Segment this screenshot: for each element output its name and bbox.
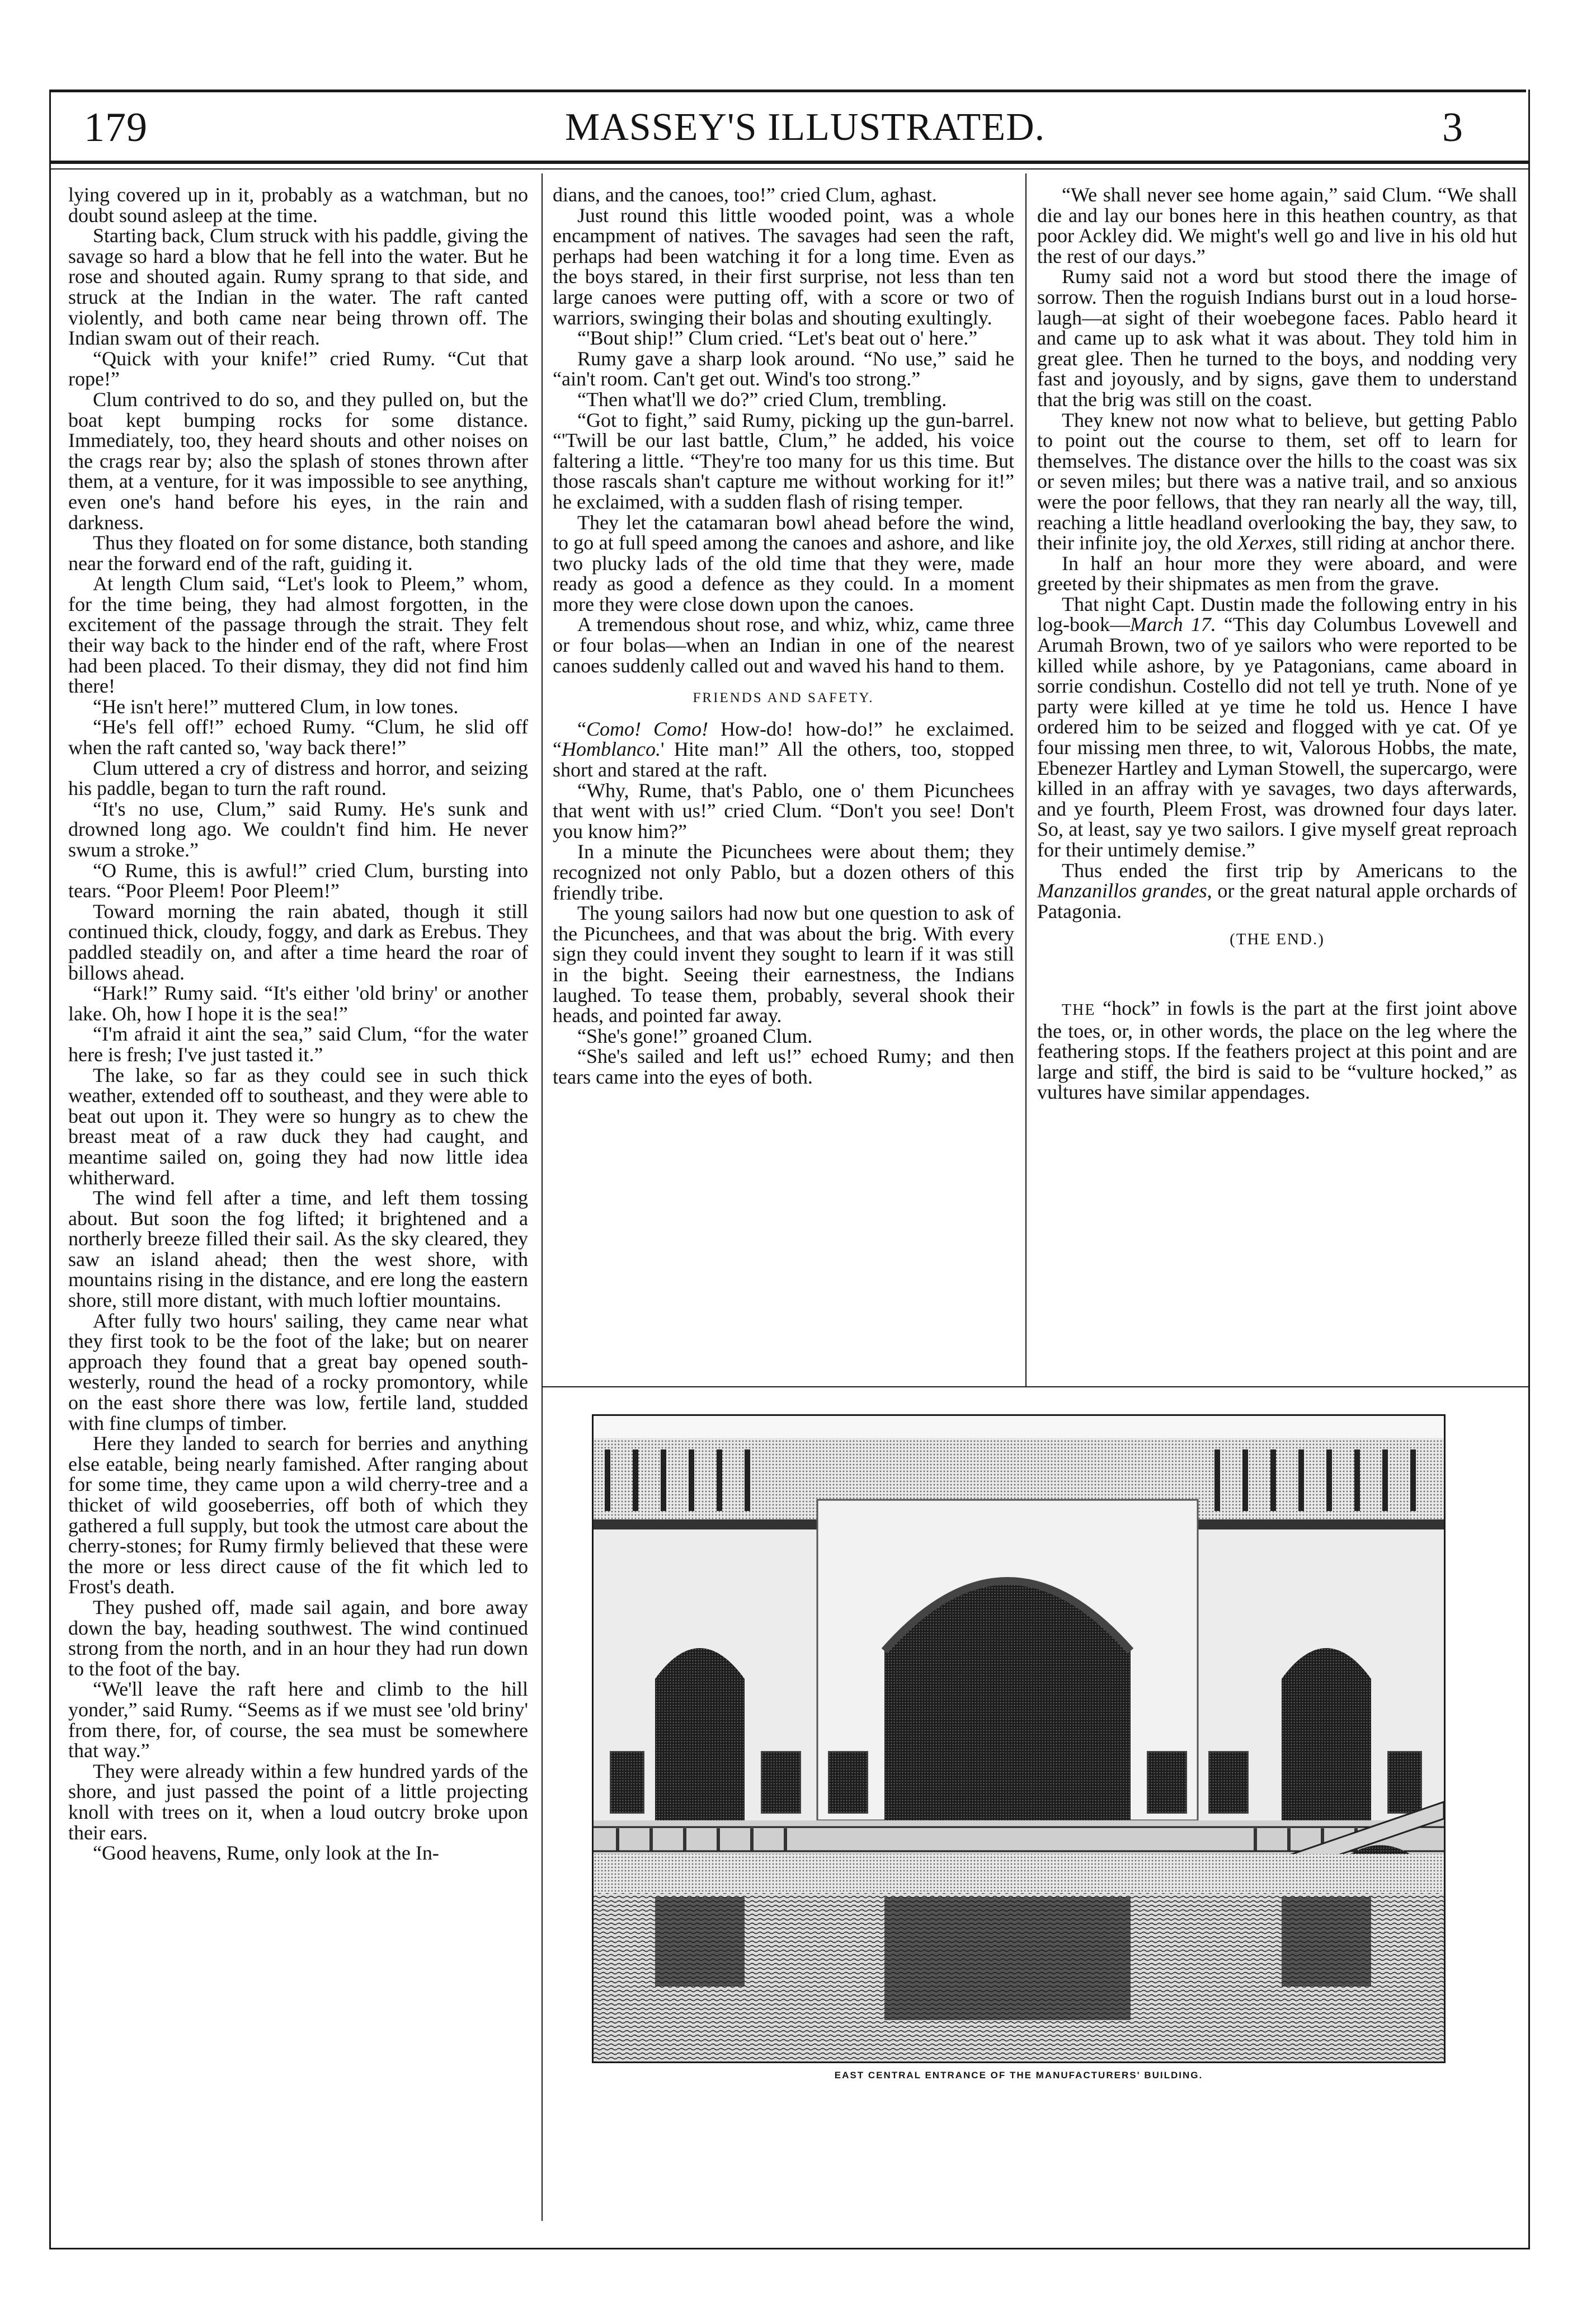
- paragraph: Here they landed to search for berries and anything else eatable, being nearly famished. After ranging about for some time, they came upon a wild cherry-tree and a thicket of wild gooseberries, off both of which they gathered a full supply, but took the utmost care about the cherry-stones; for Rumy firmly believed that these were the more or less direct cause of the fit which led to Frost's death.: [68, 1432, 528, 1598]
- paragraph: They pushed off, made sail again, and bore away down the bay, heading southwest. The wind continued strong from the north, and in an hour they had run down to the foot of the bay.: [68, 1595, 528, 1680]
- text-span: Thus ended the first trip by Americans to the: [1062, 859, 1517, 882]
- text-span: They knew not now what to believe, but getting Pablo to point out the course to them, set off to learn for themselves. The distance over the hills to the coast was six or seven miles; but there was a native trail, and so anxious were the poor fellows, that they ran nearly all the way, till, reaching a little headland overlooking the bay, they saw, to their infinite joy, the old: [1037, 408, 1517, 554]
- text-span: That night Capt. Dustin made the following entry in his log-book—: [1037, 592, 1517, 636]
- column-divider-2: [1025, 173, 1027, 1387]
- paragraph: Toward morning the rain abated, though it still continued thick, cloudy, foggy, and dark as Erebus. They paddled steadily on, and after a time heard the roar of billows ahead.: [68, 900, 528, 984]
- paragraph: “O Rume, this is awful!” cried Clum, bursting into tears. “Poor Pleem! Poor Pleem!”: [68, 859, 528, 902]
- paragraph: dians, and the canoes, too!” cried Clum, aghast.: [553, 183, 937, 206]
- paragraph: “We'll leave the raft here and climb to the hill yonder,” said Rumy. “Seems as if we must see 'old briny' from there, for, of course, the sea must be somewhere that way.”: [68, 1678, 528, 1762]
- page-number: 179: [84, 105, 148, 150]
- paragraph: Clum uttered a cry of distress and horror, and seizing his paddle, began to turn the raft round.: [68, 756, 528, 800]
- paragraph: “Then what'll we do?” cried Clum, trembling.: [577, 388, 947, 411]
- illustration-caption: EAST CENTRAL ENTRANCE OF THE MANUFACTURERS' BUILDING.: [834, 2070, 1203, 2081]
- italic-text: Xerxes: [1237, 531, 1292, 554]
- text-span: “This day Columbus Lovewell and Arumah Brown, two of ye sailors who were reported to be killed while ashore, by ye Patagonians, came aboard in sorrie condishun. Costello did not tell ye truth. None of ye party were killed at ye time he told us. Hence I have ordered him to be seized and flogged with ye cat. Of ye four missing men three, to wit, Valorous Hobbs, the mate, Ebenezer Hartley and Lyman Stowell, the supercargo, were killed in an affray with ye savages, two days afterwards, and ye fourth, Pleem Frost, was drowned four days later. So, at least, say ye two sailors. I give myself great reproach for their untimely demise.”: [1037, 613, 1517, 861]
- paragraph: The wind fell after a time, and left them tossing about. But soon the fog lifted; it brightened and a northerly breeze filled their sail. As the sky cleared, they saw an island ahead; then the west shore, with mountains rising in the distance, and ere long the eastern shore, still more distant, with much loftier mountains.: [68, 1187, 528, 1312]
- paragraph: “Got to fight,” said Rumy, picking up the gun-barrel. “'Twill be our last battle, Clum,” he added, his voice faltering a little. “They're too many for us this time. But those rascals shan't capture me without working for it!” he exclaimed, with a sudden flash of rising temper.: [553, 408, 1014, 513]
- column-3: [1037, 185, 1517, 1103]
- manufacturers-building-image: [594, 1416, 1444, 2061]
- italic-text: Como! Como!: [586, 717, 709, 740]
- top-rule: [49, 90, 1526, 92]
- paragraph: “She's gone!” groaned Clum.: [577, 1024, 813, 1047]
- right-border: [1528, 90, 1530, 2249]
- hock-note: [1037, 998, 1517, 1103]
- column-divider-1: [542, 173, 543, 2221]
- building-illustration: [592, 1414, 1446, 2063]
- column-2: [553, 185, 1014, 1088]
- paragraph: A tremendous shout rose, and whiz, whiz, came three or four bolas—when an Indian in one of the nearest canoes suddenly called out and waved his hand to them.: [553, 613, 1014, 677]
- end-marker: (THE END.): [1230, 930, 1325, 949]
- paragraph: In half an hour more they were aboard, and were greeted by their shipmates as men from the grave.: [1037, 552, 1517, 595]
- paragraph: Rumy gave a sharp look around. “No use,” said he “ain't room. Can't get out. Wind's too strong.”: [553, 347, 1014, 390]
- left-border: [49, 90, 51, 2249]
- paragraph: [1037, 860, 1517, 922]
- italic-text: March 17.: [1130, 613, 1216, 636]
- paragraph: At length Clum said, “Let's look to Pleem,” whom, for the time being, they had almost forgotten, in the excitement of the passage through the strait. They felt their way back to the hinder end of the raft, where Frost had been placed. To their dismay, they did not find him there!: [68, 572, 528, 698]
- italic-text: Manzanillos grandes: [1037, 879, 1207, 902]
- header-rule-thin: [50, 168, 1530, 170]
- paragraph: After fully two hours' sailing, they came near what they first took to be the foot of the lake; but on nearer approach they found that a great bay opened south-westerly, round the head of a rocky promontory, while on the east shore there was low, fertile land, studded with fine clumps of timber.: [68, 1309, 528, 1434]
- paragraph: In a minute the Picunchees were about them; they recognized not only Pablo, but a dozen others of this friendly tribe.: [553, 840, 1014, 904]
- paragraph: “'Bout ship!” Clum cried. “Let's beat out o' here.”: [577, 327, 978, 350]
- paragraph: Thus they floated on for some distance, both standing near the forward end of the raft, guiding it.: [68, 531, 528, 575]
- paragraph: “Como! Como! How-do! how-do!” he exclaimed. “Homblanco.' Hite man!” All the others, too, stopped short and stared at the raft.: [553, 717, 1015, 782]
- text-span: , still riding at anchor there.: [1292, 531, 1515, 554]
- paragraph: Just round this little wooded point, was a whole encampment of natives. The savages had seen the raft, perhaps had been watching it for a long time. Even as the boys stared, in their first surprise, not less than ten large canoes were putting off, with a score or two of warriors, swinging their bolas and shouting exultingly.: [553, 204, 1014, 329]
- paragraph: “Why, Rume, that's Pablo, one o' them Picunchees that went with us!” cried Clum. “Don't you see! Don't you know him?”: [553, 779, 1014, 842]
- paragraph: They let the catamaran bowl ahead before the wind, to go at full speed among the canoes and ashore, and like two plucky lads of the old time that they were, made ready as good a defence as they could. In a moment more they were close down upon the canoes.: [553, 511, 1014, 615]
- paragraph: lying covered up in it, probably as a watchman, but no doubt sound asleep at the time.: [68, 183, 528, 227]
- paragraph: [1037, 594, 1517, 860]
- paragraph: Rumy said not a word but stood there the image of sorrow. Then the roguish Indians burst out in a loud horse-laugh—at sight of their woebegone faces. Pablo heard it and came up to ask what it was about. They told him in great glee. Then he turned to the boys, and nodding very fast and joyously, and by signs, gave them to understand that the brig was still on the coast.: [1037, 265, 1517, 411]
- masthead-title: MASSEY'S ILLUSTRATED.: [565, 106, 1046, 149]
- small-caps-text: THE: [1062, 1001, 1096, 1019]
- paragraph: “Good heavens, Rume, only look at the In-: [93, 1842, 439, 1865]
- paragraph: “We shall never see home again,” said Clum. “We shall die and lay our bones here in this heathen country, as that poor Ackley did. We might's well go and live in his old hut the rest of our days.”: [1037, 183, 1517, 267]
- paragraph: “He isn't here!” muttered Clum, in low tones.: [93, 695, 459, 718]
- paragraph: Clum contrived to do so, and they pulled on, but the boat kept bumping rocks for some distance. Immediately, too, they heard shouts and other noises on the crags rear by; also the splash of stones thrown after them, at a venture, for it was impossible to see anything, even one's hand before his eyes, in the rain and darkness.: [68, 388, 528, 534]
- text-span: ' Hite man!” All the others, too, stopped short and stared at the raft.: [553, 738, 1014, 782]
- bottom-rule: [49, 2248, 1530, 2249]
- section-heading: FRIENDS AND SAFETY.: [693, 690, 874, 706]
- paragraph: The lake, so far as they could see in such thick weather, extended off to southeast, and they were able to beat out upon it. They were so hungry as to chew the breast meat of a raw duck they had caught, and meantime sailed on, going they had now little idea whitherward.: [68, 1063, 528, 1189]
- text-span: “hock” in fowls is the part at the first joint above the toes, or, in other words, the place on the leg where the feathering stops. If the feathers project at this point and are large and stiff, the bird is said to be “vulture hocked,” as vultures have similar appendages.: [1037, 996, 1517, 1104]
- paragraph: [1037, 410, 1517, 553]
- paragraph: Starting back, Clum struck with his paddle, giving the savage so hard a blow that he fell into the water. But he rose and shouted again. Rumy sprang to that side, and struck at the Indian in the water. The raft canted violently, and both came near being thrown off. The Indian swam out of their reach.: [68, 224, 528, 350]
- page-folio: 3: [1442, 105, 1463, 150]
- header-rule-thick: [50, 161, 1530, 164]
- italic-text: Homblanco.: [561, 738, 661, 761]
- paragraph: “Hark!” Rumy said. “It's either 'old briny' or another lake. Oh, how I hope it is the sea!”: [68, 982, 528, 1025]
- paragraph: They were already within a few hundred yards of the shore, and just passed the point of a little projecting knoll with trees on it, when a loud outcry broke upon their ears.: [68, 1759, 528, 1844]
- text-span: How-do! how-do!” he exclaimed. “: [553, 717, 1015, 761]
- paragraph: “She's sailed and left us!” echoed Rumy; and then tears came into the eyes of both.: [553, 1045, 1014, 1088]
- paragraph: “He's fell off!” echoed Rumy. “Clum, he slid off when the raft canted so, 'way back there!”: [68, 716, 528, 759]
- column-1: [68, 185, 528, 1863]
- picture-top-rule: [543, 1386, 1528, 1387]
- text-span: , or the great natural apple orchards of Patagonia.: [1037, 879, 1517, 922]
- paragraph: “Quick with your knife!” cried Rumy. “Cut that rope!”: [68, 347, 528, 390]
- paragraph: “It's no use, Clum,” said Rumy. He's sunk and drowned long ago. We couldn't find him. He never swum a stroke.”: [68, 797, 528, 861]
- paragraph: “I'm afraid it aint the sea,” said Clum, “for the water here is fresh; I've just tasted it.”: [68, 1023, 528, 1066]
- paragraph: The young sailors had now but one question to ask of the Picunchees, and that was about the brig. With every sign they could invent they sought to learn if it was still in the bight. Seeing their earnestness, the Indians laughed. To tease them, probably, several shook their heads, and pointed far away.: [553, 902, 1014, 1027]
